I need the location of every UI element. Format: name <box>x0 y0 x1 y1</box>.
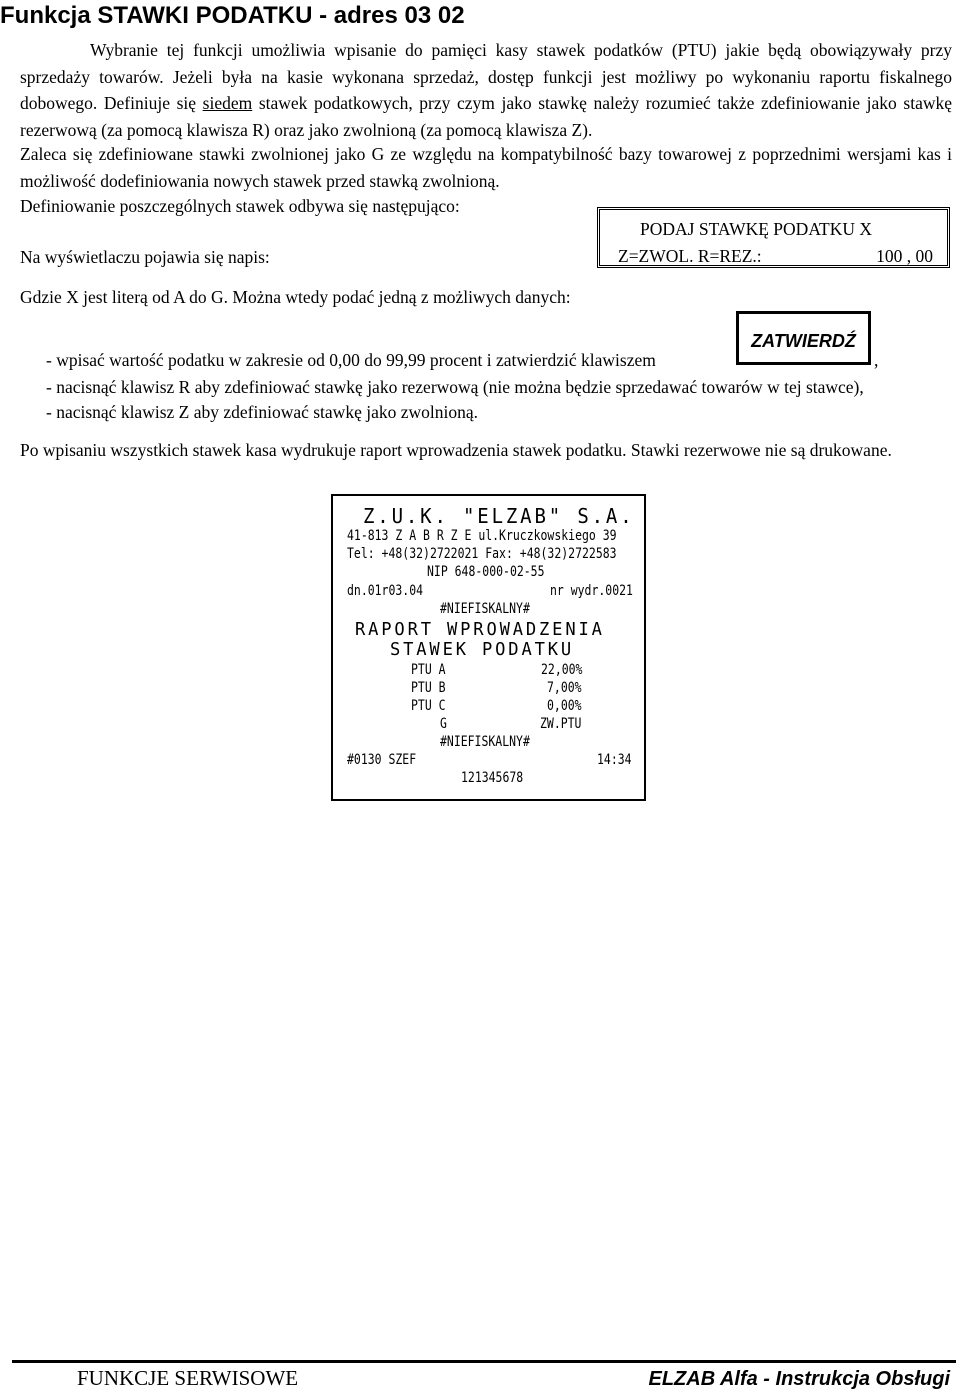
option-1-suffix: , <box>874 350 879 370</box>
intro-underlined-word: siedem <box>202 93 253 113</box>
footer-divider <box>12 1360 956 1363</box>
display-line-2-right: 100 , 00 <box>876 246 933 266</box>
receipt-address: 41-813 Z A B R Z E ul.Kruczkowskiego 39 <box>347 528 617 544</box>
receipt-phone: Tel: +48(32)2722021 Fax: +48(32)2722583 <box>347 546 617 562</box>
receipt-nonfiscal-top: #NIEFISKALNY# <box>440 601 530 617</box>
option-item: - wpisać wartość podatku w zakresie od 0,00 do 99,99 procent i zatwierdzić klawiszem <box>46 350 656 370</box>
footer-manual-title: ELZAB Alfa - Instrukcja Obsługi <box>648 1368 950 1390</box>
receipt-cashier: #0130 SZEF <box>347 752 417 768</box>
receipt-print-number: nr wydr.0021 <box>550 583 633 599</box>
intro-text-end: stawek podatkowych, przy czym jako stawkę należy rozumieć także zdefiniowanie jako stawkę rezerwową (za pomocą klawisza R) oraz jako zwolnioną (za pomocą klawisza Z). <box>20 93 953 140</box>
receipt-report-title-2: STAWEK PODATKU <box>390 639 575 660</box>
receipt-rate-value: 7,00% <box>547 680 582 696</box>
display-intro-line: Na wyświetlaczu pojawia się napis: <box>20 247 270 267</box>
receipt-company: Z.U.K. "ELZAB" S.A. <box>363 504 635 528</box>
receipt-nip: NIP 648-000-02-55 <box>427 564 545 580</box>
receipt-rate-label: PTU C <box>411 698 446 714</box>
options-intro-line: Gdzie X jest literą od A do G. Można wtedy podać jedną z możliwych danych: <box>20 287 571 307</box>
recommendation-paragraph: Zaleca się zdefiniowane stawki zwolnionej jako G ze względu na kompatybilność bazy towarowej z poprzednimi wersjami kas i możliwość dodefiniowania nowych stawek przed stawką zwolnioną. <box>20 144 952 191</box>
confirm-key-icon: ZATWIERDŹ <box>736 311 871 365</box>
intro-paragraph <box>20 37 952 143</box>
receipt-rate-value: 22,00% <box>541 662 583 678</box>
option-item: - nacisnąć klawisz R aby zdefiniować stawkę jako rezerwową (nie można będzie sprzedawać towarów w tej stawce), <box>46 377 864 397</box>
definition-intro-line: Definiowanie poszczególnych stawek odbywa się następująco: <box>20 196 460 216</box>
display-line-1: PODAJ STAWKĘ PODATKU X <box>640 219 872 239</box>
receipt-rate-label: PTU A <box>411 662 446 678</box>
receipt-time: 14:34 <box>597 752 632 768</box>
intro-text-start: Wybranie tej funkcji umożliwia wpisanie do pamięci kasy stawek podatków (PTU) jakie będą obowiązywały przy sprzedaży towarów. Jeżeli była na kasie wykonana sprzedaż, dostęp funkcji jest możliwy po wykonaniu raportu fiskalnego dobowego. Definiuje się <box>20 40 952 113</box>
option-item: - nacisnąć klawisz Z aby zdefiniować stawkę jako zwolnioną. <box>46 402 478 422</box>
display-line-2-left: Z=ZWOL. R=REZ.: <box>618 246 762 266</box>
receipt-rate-label: G <box>440 716 447 732</box>
receipt-rate-label: PTU B <box>411 680 446 696</box>
page-title: Funkcja STAWKI PODATKU - adres 03 02 <box>0 2 465 29</box>
receipt-rate-value: 0,00% <box>547 698 582 714</box>
report-paragraph: Po wpisaniu wszystkich stawek kasa wydrukuje raport wprowadzenia stawek podatku. Stawki rezerwowe nie są drukowane. <box>20 440 892 460</box>
receipt-nonfiscal-bottom: #NIEFISKALNY# <box>440 734 530 750</box>
printed-receipt <box>331 494 646 801</box>
receipt-number: 121345678 <box>461 770 524 786</box>
cash-register-display <box>597 207 950 268</box>
receipt-date: dn.01r03.04 <box>347 583 424 599</box>
receipt-report-title-1: RAPORT WPROWADZENIA <box>355 619 605 640</box>
receipt-rate-value: ZW.PTU <box>540 716 582 732</box>
footer-section-title: FUNKCJE SERWISOWE <box>77 1366 299 1390</box>
